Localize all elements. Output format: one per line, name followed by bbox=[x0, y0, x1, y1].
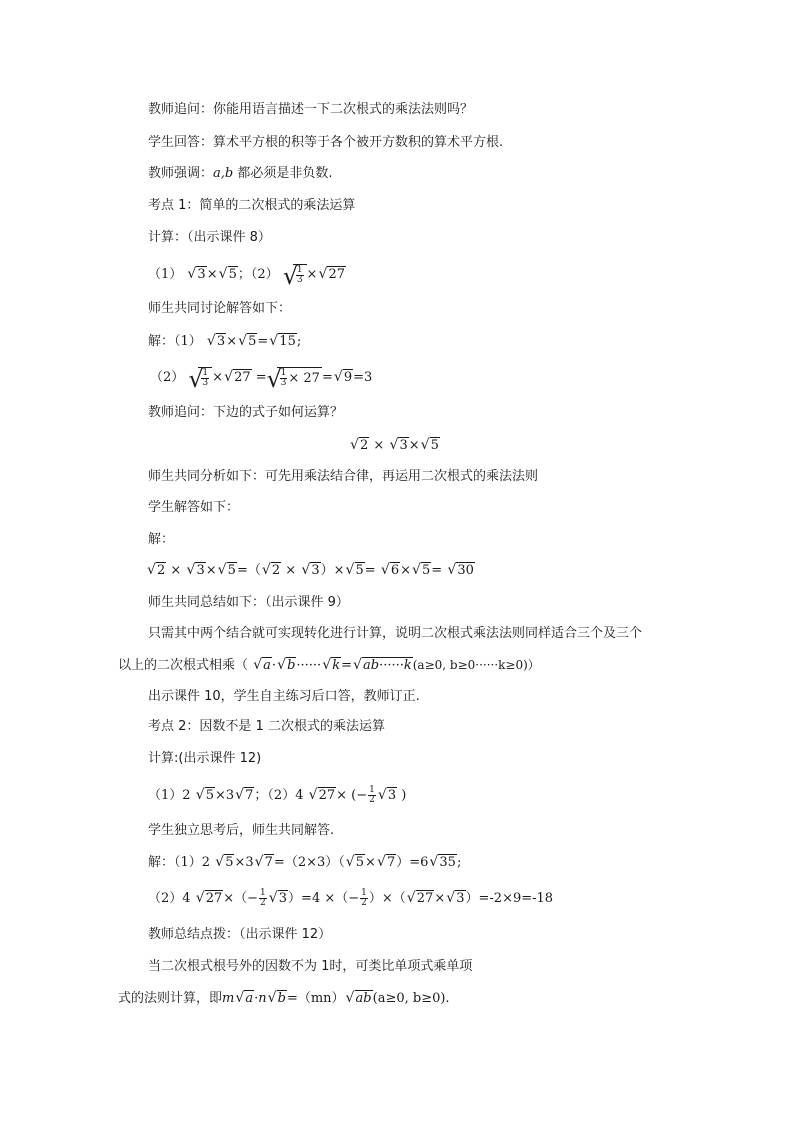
calc-heading-1: 计算：（出示课件 8） bbox=[148, 230, 271, 245]
sqrt-5: √ 5 bbox=[412, 562, 431, 578]
solution-label: （2）4 bbox=[148, 891, 195, 906]
emphasis-text: 都必须是非负数. bbox=[233, 166, 333, 181]
sqrt-27: √ 27 bbox=[406, 890, 434, 906]
sqrt-6: √ 6 bbox=[380, 562, 400, 578]
paren-close: ) bbox=[397, 788, 407, 803]
sqrt-35: √ 35 bbox=[429, 854, 456, 870]
joint-solution-intro: 学生独立思考后，师生共同解答. bbox=[148, 823, 335, 838]
paren-open: × (− bbox=[336, 788, 368, 803]
paren-open: ×（− bbox=[223, 891, 259, 906]
sqrt-3: √ 3 bbox=[268, 890, 288, 906]
times-sign: × bbox=[285, 563, 297, 578]
exercise-2 bbox=[148, 786, 406, 805]
student-solution-intro: 学生解答如下： bbox=[148, 500, 240, 515]
exercise-1 bbox=[148, 262, 346, 290]
item-separator: ；（2） bbox=[237, 267, 279, 282]
student-answer: 学生回答：算术平方根的积等于各个被开方数积的算术平方根. bbox=[148, 135, 504, 150]
sqrt-3: √ 3 bbox=[389, 437, 408, 453]
times-sign: × bbox=[408, 438, 420, 453]
times-sign: × bbox=[373, 438, 385, 453]
key-point-1: 考点 1：简单的二次根式的乘法运算 bbox=[148, 198, 356, 213]
sqrt-b: √ b bbox=[277, 657, 296, 673]
sqrt-2: √ 2 bbox=[147, 562, 166, 578]
analysis-text: 师生共同分析如下：可先用乘法结合律，再运用二次根式的乘法法则 bbox=[148, 469, 539, 484]
times-sign: × bbox=[212, 370, 224, 385]
sqrt-2: √ 2 bbox=[350, 437, 369, 453]
sqrt-7: √ 7 bbox=[254, 854, 273, 870]
condition-2: (a≥0, b≥0). bbox=[372, 991, 450, 1006]
sqrt-27: √ 27 bbox=[318, 266, 345, 282]
sqrt-9: √ 9 bbox=[333, 369, 353, 385]
sqrt-27: √ 27 bbox=[224, 369, 251, 385]
solution-2: （2） √ $\frac{1}{3}$ × √ 27 = √ $\frac{1}{3}$ × 27 = √ 9=3 bbox=[150, 365, 373, 393]
calc-heading-2: 计算:(出示课件 12) bbox=[148, 751, 262, 766]
times-sign: × bbox=[400, 563, 412, 578]
fraction-half: $\frac{1}{2}$ bbox=[369, 785, 375, 805]
rule-text-2: 式的法则计算，即m √ a·n √ b=（mn） √ ab(a≥0, b≥0). bbox=[118, 990, 450, 1006]
sqrt-5: √ 5 bbox=[345, 562, 364, 578]
solution-label: 解：（1） bbox=[148, 334, 202, 349]
solution-1: 解：（1） √ 3× √ 5= √ 15; bbox=[148, 333, 302, 349]
practice-text: 出示课件 10，学生自主练习后口答，教师订正. bbox=[148, 689, 420, 704]
sqrt-ab-k: √ ab······k bbox=[352, 657, 412, 673]
sqrt-3: √ 3 bbox=[446, 890, 465, 906]
times-sign: × bbox=[205, 563, 217, 578]
solution-label-2: 解： bbox=[148, 532, 175, 547]
solution-label: （2） bbox=[150, 370, 185, 385]
sqrt-k: √ k bbox=[322, 657, 341, 673]
associative-solution: √ 2 × √ 3× √ 5=（ √ 2 × √ 3）× √ 5= √ 6× √ 5= √ 30 bbox=[147, 562, 474, 578]
teacher-question-2: 教师追问：下边的式子如何运算？ bbox=[148, 405, 344, 420]
regroup: ）=4 ×（− bbox=[288, 891, 360, 906]
fraction-half: $\frac{1}{2}$ bbox=[260, 888, 266, 908]
sqrt-15: √ 15 bbox=[269, 333, 296, 349]
var-m: m bbox=[222, 991, 235, 1006]
sqrt-5: √ 5 bbox=[215, 854, 234, 870]
result-3: =3 bbox=[353, 370, 373, 385]
sqrt-a: √ a bbox=[235, 990, 254, 1006]
sqrt-5: √ 5 bbox=[345, 854, 365, 870]
teacher-question-1: 教师追问：你能用语言描述一下二次根式的乘法法则吗？ bbox=[148, 102, 474, 117]
result-coef: ）=6 bbox=[396, 855, 429, 870]
times-sign: × bbox=[206, 267, 218, 282]
fraction-half: $\frac{1}{2}$ bbox=[361, 888, 367, 908]
item-number: （1） bbox=[148, 267, 183, 282]
summary-text-2: 以上的二次根式相乘（ √ a· √ b······ √ k= √ ab······k(a≥0, b≥0······k≥0)） bbox=[118, 657, 540, 673]
condition-1: (a≥0, b≥0······k≥0)） bbox=[412, 658, 540, 672]
sqrt-ab: √ ab bbox=[345, 990, 372, 1006]
solution-4 bbox=[148, 889, 553, 908]
sqrt-30: √ 30 bbox=[447, 562, 474, 578]
sqrt-7: √ 7 bbox=[376, 854, 396, 870]
var-n: n bbox=[258, 991, 267, 1006]
sqrt-7: √ 7 bbox=[235, 787, 254, 803]
sqrt-one-third: √ $\frac{1}{3}$ bbox=[188, 367, 212, 388]
sqrt-third-times-27: √ $\frac{1}{3}$ × 27 bbox=[266, 365, 320, 393]
sqrt-5: √ 5 bbox=[218, 266, 237, 282]
sqrt-27: √ 27 bbox=[195, 890, 223, 906]
teacher-summary: 教师总结点拨：（出示课件 12） bbox=[148, 927, 332, 942]
times-sign: × bbox=[365, 855, 376, 870]
mn-product: =（mn） bbox=[286, 991, 345, 1006]
ellipsis: ······ bbox=[296, 658, 322, 673]
teacher-emphasis bbox=[148, 165, 333, 183]
item-2-coef: ；（2）4 bbox=[254, 788, 308, 803]
solution-3 bbox=[148, 854, 461, 872]
times-paren: ）×（ bbox=[368, 891, 406, 906]
emphasis-label: 教师强调： bbox=[148, 166, 214, 181]
centered-expression bbox=[349, 437, 440, 455]
solution-label: 解：（1）2 bbox=[148, 855, 215, 870]
sqrt-5: √ 5 bbox=[238, 333, 257, 349]
times-3: ×3 bbox=[214, 788, 235, 803]
sqrt-5: √ 5 bbox=[195, 787, 214, 803]
sqrt-b: √ b bbox=[267, 990, 286, 1006]
final-result: ）=-2×9=-18 bbox=[465, 891, 554, 906]
sqrt-3: √ 3 bbox=[377, 787, 397, 803]
sqrt-3: √ 3 bbox=[186, 562, 205, 578]
coef-product: =（2×3）（ bbox=[273, 855, 345, 870]
sqrt-3: √ 3 bbox=[187, 266, 206, 282]
sqrt-5: √ 5 bbox=[420, 437, 439, 453]
times-sign: × bbox=[333, 563, 345, 578]
times-3: ×3 bbox=[234, 855, 254, 870]
times-sign: × bbox=[434, 891, 446, 906]
sqrt-3: √ 3 bbox=[301, 562, 320, 578]
emphasis-vars: a,b bbox=[213, 166, 234, 181]
discussion-intro: 师生共同讨论解答如下： bbox=[148, 301, 292, 316]
summary-heading: 师生共同总结如下：（出示课件 9） bbox=[148, 595, 349, 610]
summary-text-prefix: 以上的二次根式相乘（ bbox=[118, 658, 249, 673]
sqrt-3: √ 3 bbox=[206, 333, 226, 349]
sqrt-a: √ a bbox=[253, 657, 271, 673]
semicolon: ; bbox=[456, 855, 462, 870]
sqrt-27: √ 27 bbox=[308, 787, 336, 803]
key-point-2: 考点 2：因数不是 1 二次根式的乘法运算 bbox=[148, 719, 385, 734]
sqrt-2: √ 2 bbox=[261, 562, 281, 578]
times-sign: × bbox=[306, 267, 318, 282]
summary-text-1: 只需其中两个结合就可实现转化进行计算，说明二次根式乘法法则同样适合三个及三个 bbox=[148, 626, 643, 641]
rule-text-prefix: 式的法则计算，即 bbox=[118, 991, 223, 1006]
item-1-coef: （1）2 bbox=[148, 788, 195, 803]
times-sign: × bbox=[170, 563, 182, 578]
sqrt-one-third: √ $\frac{1}{3}$ bbox=[283, 264, 307, 285]
rule-text-1: 当二次根式根号外的因数不为 1时，可类比单项式乘单项 bbox=[148, 959, 473, 974]
times-sign: × bbox=[226, 334, 238, 349]
sqrt-5: √ 5 bbox=[217, 562, 236, 578]
